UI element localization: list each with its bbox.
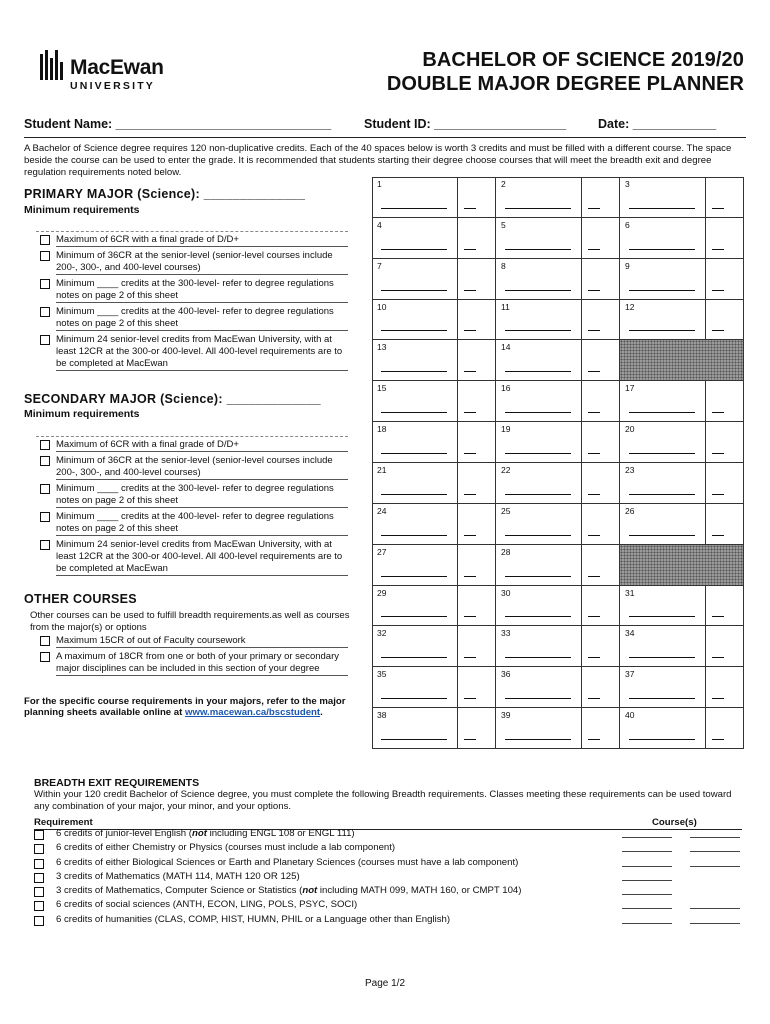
divider <box>581 177 582 217</box>
checkbox[interactable] <box>40 636 50 646</box>
divider <box>457 259 458 299</box>
list-item[interactable]: Maximum of 6CR with a final grade of D/D+ <box>36 439 348 452</box>
course-input[interactable] <box>381 535 447 536</box>
course-slot[interactable] <box>620 463 744 504</box>
course-slot[interactable] <box>620 708 744 749</box>
course-input[interactable] <box>505 535 571 536</box>
course-input[interactable] <box>629 739 695 740</box>
course-slot[interactable] <box>372 626 496 667</box>
slot-number: 39 <box>501 710 511 721</box>
primary-requirements-list <box>36 234 348 371</box>
list-item[interactable]: A maximum of 18CR from one or both of your primary or secondary major disciplines can be included in this section of your degree <box>36 651 348 676</box>
course-input[interactable] <box>381 698 447 699</box>
course-slot[interactable] <box>496 177 620 218</box>
primary-min-requirements: Minimum requirements <box>24 204 140 216</box>
breadth-heading: BREADTH EXIT REQUIREMENTS <box>34 777 200 789</box>
divider <box>457 340 458 380</box>
slot-number: 1 <box>377 179 382 189</box>
secondary-requirements-list <box>36 439 348 576</box>
course-input[interactable] <box>505 657 571 658</box>
course-input[interactable] <box>622 880 672 881</box>
slot-number: 27 <box>377 546 387 557</box>
checkbox[interactable] <box>40 251 50 261</box>
course-input[interactable] <box>629 494 695 495</box>
course-input[interactable] <box>381 657 447 658</box>
page-number: Page 1/2 <box>364 978 406 989</box>
course-slot[interactable] <box>372 218 496 259</box>
grade-input[interactable] <box>712 330 724 331</box>
divider <box>581 626 582 666</box>
grade-input[interactable] <box>712 535 724 536</box>
course-slot[interactable] <box>372 259 496 300</box>
course-input[interactable] <box>505 371 571 372</box>
grade-input[interactable] <box>712 494 724 495</box>
slot-number: 13 <box>377 342 387 353</box>
course-slot[interactable] <box>496 463 620 504</box>
grade-input[interactable] <box>588 290 600 291</box>
divider <box>457 586 458 626</box>
divider <box>581 586 582 626</box>
checkbox[interactable] <box>40 440 50 450</box>
requirement-col-header: Requirement <box>34 817 93 828</box>
grade-input[interactable] <box>464 249 476 250</box>
breadth-row[interactable] <box>34 899 742 913</box>
divider <box>457 708 458 748</box>
divider <box>581 545 582 585</box>
list-item[interactable]: Maximum of 6CR with a final grade of D/D+ <box>36 234 348 247</box>
slot-number: 36 <box>501 669 511 680</box>
course-slot[interactable] <box>496 340 620 381</box>
divider <box>581 381 582 421</box>
course-slot[interactable] <box>496 545 620 586</box>
checkbox[interactable] <box>34 887 44 897</box>
grade-input[interactable] <box>464 208 476 209</box>
divider <box>457 381 458 421</box>
course-slot[interactable] <box>372 463 496 504</box>
grade-input[interactable] <box>464 535 476 536</box>
course-input[interactable] <box>622 894 672 895</box>
course-input[interactable] <box>381 453 447 454</box>
course-input[interactable] <box>505 208 571 209</box>
grade-input[interactable] <box>464 453 476 454</box>
breadth-row[interactable] <box>34 857 742 871</box>
other-requirements-list <box>36 635 348 676</box>
course-input[interactable] <box>622 908 672 909</box>
other-courses-note: For the specific course requirements in your majors, refer to the major planning sheets available online at www.macewan.ca/bscstudent. <box>24 696 346 718</box>
course-input[interactable] <box>622 837 672 838</box>
grade-input[interactable] <box>712 657 724 658</box>
course-input[interactable] <box>690 851 740 852</box>
intro-text: A Bachelor of Science degree requires 120 non-duplicative credits. Each of the 40 spaces below is worth 3 credits and must be filled with a different course. The space beside the course can be used to enter the grade. It is recommended that students starting their degree choose courses that will meet the breadth exit and degree regulation requirements noted below. <box>24 143 732 178</box>
course-slot[interactable] <box>496 300 620 341</box>
divider <box>705 586 706 626</box>
course-input[interactable] <box>629 249 695 250</box>
secondary-major-heading[interactable]: SECONDARY MAJOR (Science): _____________ <box>24 392 321 406</box>
divider <box>705 708 706 748</box>
course-slot[interactable] <box>620 626 744 667</box>
divider <box>581 422 582 462</box>
slot-number: 40 <box>625 710 635 721</box>
list-item[interactable]: Minimum ____ credits at the 300-level- refer to degree regulations notes on page 2 of this sheet <box>36 483 348 508</box>
grade-input[interactable] <box>588 208 600 209</box>
grade-input[interactable] <box>712 412 724 413</box>
course-slot[interactable] <box>620 422 744 463</box>
course-slot[interactable] <box>496 381 620 422</box>
grade-input[interactable] <box>712 739 724 740</box>
slot-number: 22 <box>501 465 511 475</box>
macewan-logo-icon <box>40 50 66 80</box>
course-input[interactable] <box>505 290 571 291</box>
slot-number: 38 <box>377 710 387 721</box>
slot-number: 6 <box>625 219 630 230</box>
course-slot[interactable] <box>620 667 744 708</box>
divider <box>457 463 458 503</box>
breadth-requirement: 3 credits of Mathematics (MATH 114, MATH 120 OR 125) <box>56 870 300 882</box>
course-input[interactable] <box>690 923 740 924</box>
slot-number: 34 <box>625 628 635 639</box>
slot-number: 16 <box>501 383 511 394</box>
course-input[interactable] <box>381 739 447 740</box>
course-input[interactable] <box>629 412 695 413</box>
course-input[interactable] <box>690 908 740 909</box>
breadth-row[interactable] <box>34 914 742 928</box>
course-slot[interactable] <box>372 300 496 341</box>
grade-input[interactable] <box>464 371 476 372</box>
course-slot[interactable] <box>372 340 496 381</box>
list-item[interactable]: Minimum 24 senior-level credits from MacEwan University, with at least 12CR at the 300-or 400-level. All 400-level requirements are to be completed at MacEwan <box>36 334 348 371</box>
course-slot[interactable] <box>496 218 620 259</box>
course-slot[interactable] <box>620 218 744 259</box>
grade-input[interactable] <box>712 616 724 617</box>
grade-input[interactable] <box>588 249 600 250</box>
course-input[interactable] <box>690 837 740 838</box>
grade-input[interactable] <box>464 739 476 740</box>
grade-input[interactable] <box>588 698 600 699</box>
course-input[interactable] <box>505 412 571 413</box>
slot-number: 25 <box>501 505 511 516</box>
course-input[interactable] <box>505 330 571 331</box>
breadth-desc: Within your 120 credit Bachelor of Science degree, you must complete the following Breadth requirements. Classes meeting these requirements can be used toward any combination of your major, your minor, and your options. <box>34 789 732 812</box>
divider <box>457 545 458 585</box>
course-input[interactable] <box>622 851 672 852</box>
divider <box>581 504 582 544</box>
checkbox[interactable] <box>40 540 50 550</box>
checkbox[interactable] <box>40 652 50 662</box>
grade-input[interactable] <box>464 290 476 291</box>
grade-input[interactable] <box>464 616 476 617</box>
divider <box>457 626 458 666</box>
course-slot[interactable] <box>496 626 620 667</box>
course-slot[interactable] <box>372 545 496 586</box>
list-item[interactable]: Minimum ____ credits at the 400-level- refer to degree regulations notes on page 2 of this sheet <box>36 511 348 536</box>
checkbox[interactable] <box>40 512 50 522</box>
logo-sub: UNIVERSITY <box>70 80 156 92</box>
course-slot[interactable] <box>496 708 620 749</box>
breadth-row[interactable] <box>34 842 742 856</box>
divider <box>581 340 582 380</box>
checkbox[interactable] <box>40 456 50 466</box>
checkbox[interactable] <box>40 235 50 245</box>
course-slot[interactable] <box>620 586 744 627</box>
checkbox[interactable] <box>40 484 50 494</box>
divider <box>705 667 706 707</box>
breadth-section <box>34 777 746 813</box>
course-input[interactable] <box>505 453 571 454</box>
divider <box>705 504 706 544</box>
slot-number: 33 <box>501 628 511 639</box>
course-input[interactable] <box>381 290 447 291</box>
grade-input[interactable] <box>588 616 600 617</box>
slot-number: 3 <box>625 179 630 189</box>
breadth-table <box>34 828 742 928</box>
divider <box>705 300 706 340</box>
slot-number: 7 <box>377 260 382 271</box>
divider <box>36 231 348 233</box>
divider <box>457 218 458 258</box>
slot-number: 5 <box>501 219 506 230</box>
primary-major-heading[interactable]: PRIMARY MAJOR (Science): ______________ <box>24 187 306 201</box>
course-slot[interactable] <box>496 504 620 545</box>
breadth-requirement: 6 credits of junior-level English (not including ENGL 108 or ENGL 111) <box>56 828 355 839</box>
course-input[interactable] <box>505 739 571 740</box>
grade-input[interactable] <box>464 412 476 413</box>
divider <box>705 218 706 258</box>
course-input[interactable] <box>381 249 447 250</box>
course-slot[interactable] <box>372 381 496 422</box>
grade-input[interactable] <box>464 657 476 658</box>
course-input[interactable] <box>622 866 672 867</box>
list-item[interactable]: Minimum 24 senior-level credits from MacEwan University, with at least 12CR at the 300-or 400-level. All 400-level requirements are to be completed at MacEwan <box>36 539 348 576</box>
breadth-requirement: 3 credits of Mathematics, Computer Science or Statistics (not including MATH 099, MATH 160, or CMPT 104) <box>56 885 522 897</box>
course-slot[interactable] <box>620 259 744 300</box>
slot-number: 31 <box>625 587 635 598</box>
course-input[interactable] <box>381 576 447 577</box>
list-item[interactable]: Minimum ____ credits at the 400-level- refer to degree regulations notes on page 2 of this sheet <box>36 306 348 331</box>
grade-input[interactable] <box>588 739 600 740</box>
divider <box>24 137 746 138</box>
course-input[interactable] <box>629 535 695 536</box>
course-slot[interactable] <box>496 259 620 300</box>
course-slot[interactable] <box>620 300 744 341</box>
grade-input[interactable] <box>712 208 724 209</box>
grade-input[interactable] <box>712 290 724 291</box>
course-input[interactable] <box>629 208 695 209</box>
slot-number: 19 <box>501 424 511 435</box>
page-title <box>387 48 744 96</box>
list-item[interactable]: Minimum ____ credits at the 300-level- refer to degree regulations notes on page 2 of this sheet <box>36 278 348 303</box>
course-input[interactable] <box>381 616 447 617</box>
divider <box>705 177 706 217</box>
secondary-min-requirements: Minimum requirements <box>24 408 140 420</box>
course-input[interactable] <box>629 330 695 331</box>
grade-input[interactable] <box>588 453 600 454</box>
divider <box>581 300 582 340</box>
grade-input[interactable] <box>464 494 476 495</box>
course-input[interactable] <box>505 249 571 250</box>
slot-number: 23 <box>625 465 635 475</box>
course-slot[interactable] <box>620 177 744 218</box>
course-input[interactable] <box>381 494 447 495</box>
breadth-requirement: 6 credits of either Chemistry or Physics (courses must include a lab component) <box>56 842 396 854</box>
course-input[interactable] <box>629 657 695 658</box>
course-input[interactable] <box>629 616 695 617</box>
checkbox[interactable] <box>34 916 44 926</box>
slot-number: 37 <box>625 669 635 680</box>
divider <box>705 626 706 666</box>
course-slot[interactable] <box>372 422 496 463</box>
divider <box>581 218 582 258</box>
student-name-field[interactable]: Student Name: _______________________________ <box>24 117 332 131</box>
slot-number: 18 <box>377 424 387 435</box>
title-line-2: DOUBLE MAJOR DEGREE PLANNER <box>386 73 744 95</box>
divider <box>457 422 458 462</box>
slot-number: 15 <box>377 383 387 394</box>
course-grid <box>372 177 744 749</box>
course-slot[interactable] <box>496 422 620 463</box>
course-input[interactable] <box>690 866 740 867</box>
checkbox[interactable] <box>34 844 44 854</box>
other-courses-heading: OTHER COURSES <box>24 592 137 606</box>
divider <box>581 259 582 299</box>
slot-number: 21 <box>377 465 387 475</box>
slot-number: 26 <box>625 505 635 516</box>
grade-input[interactable] <box>588 657 600 658</box>
divider <box>581 463 582 503</box>
course-input[interactable] <box>381 371 447 372</box>
course-input[interactable] <box>629 698 695 699</box>
course-slot[interactable] <box>496 667 620 708</box>
breadth-row[interactable] <box>34 828 742 842</box>
grade-input[interactable] <box>464 576 476 577</box>
course-slot[interactable] <box>372 708 496 749</box>
divider <box>457 300 458 340</box>
slot-number: 35 <box>377 669 387 680</box>
slot-number: 24 <box>377 505 387 516</box>
divider <box>705 463 706 503</box>
slot-number: 2 <box>501 179 506 189</box>
course-slot[interactable] <box>372 504 496 545</box>
divider <box>705 259 706 299</box>
list-item[interactable]: Minimum of 36CR at the senior-level (senior-level courses include 200-, 300-, and 400-level courses) <box>36 455 348 480</box>
course-slot[interactable] <box>372 667 496 708</box>
breadth-row[interactable] <box>34 885 742 899</box>
course-input[interactable] <box>629 290 695 291</box>
slot-number: 8 <box>501 260 506 271</box>
checkbox[interactable] <box>40 279 50 289</box>
unused-slot <box>620 340 744 381</box>
course-input[interactable] <box>381 330 447 331</box>
student-id-field[interactable]: Student ID: ___________________ <box>364 117 567 131</box>
course-input[interactable] <box>622 923 672 924</box>
course-slot[interactable] <box>620 381 744 422</box>
breadth-requirement: 6 credits of social sciences (ANTH, ECON, LING, POLS, PSYC, SOCI) <box>56 899 358 911</box>
divider <box>581 667 582 707</box>
grade-input[interactable] <box>712 453 724 454</box>
divider <box>36 436 348 438</box>
slot-number: 20 <box>625 424 635 435</box>
grade-input[interactable] <box>588 494 600 495</box>
grade-input[interactable] <box>712 249 724 250</box>
grade-input[interactable] <box>588 371 600 372</box>
divider <box>705 381 706 421</box>
courses-col-header: Course(s) <box>652 817 697 828</box>
checkbox[interactable] <box>34 873 44 883</box>
slot-number: 14 <box>501 342 511 353</box>
grade-input[interactable] <box>588 535 600 536</box>
slot-number: 28 <box>501 546 511 557</box>
grade-input[interactable] <box>588 330 600 331</box>
divider <box>457 504 458 544</box>
checkbox[interactable] <box>40 307 50 317</box>
grade-input[interactable] <box>588 412 600 413</box>
slot-number: 11 <box>501 301 510 312</box>
breadth-requirement: 6 credits of humanities (CLAS, COMP, HIST, HUMN, PHIL or a Language other than English) <box>56 913 451 925</box>
logo-name: MacEwan <box>70 56 164 79</box>
slot-number: 9 <box>625 260 630 271</box>
list-item[interactable]: Minimum of 36CR at the senior-level (senior-level courses include 200-, 300-, and 400-level courses) <box>36 250 348 275</box>
breadth-row[interactable] <box>34 871 742 885</box>
course-input[interactable] <box>505 616 571 617</box>
grade-input[interactable] <box>464 330 476 331</box>
other-courses-desc: Other courses can be used to fulfill breadth requirements.as well as courses from the major(s) or options <box>30 610 350 633</box>
divider <box>457 177 458 217</box>
course-input[interactable] <box>505 576 571 577</box>
checkbox[interactable] <box>34 859 44 869</box>
course-slot[interactable] <box>372 586 496 627</box>
slot-number: 4 <box>377 219 382 230</box>
breadth-requirement: 6 credits of either Biological Sciences or Earth and Planetary Sciences (courses must have a lab component) <box>56 856 519 868</box>
slot-number: 17 <box>625 383 635 394</box>
divider <box>705 422 706 462</box>
slot-number: 12 <box>625 301 635 312</box>
grade-input[interactable] <box>712 698 724 699</box>
course-slot[interactable] <box>496 586 620 627</box>
date-field[interactable]: Date: ____________ <box>598 117 717 131</box>
course-input[interactable] <box>505 698 571 699</box>
slot-number: 29 <box>377 587 387 598</box>
checkbox[interactable] <box>34 830 44 840</box>
grade-input[interactable] <box>588 576 600 577</box>
course-slot[interactable] <box>372 177 496 218</box>
course-slot[interactable] <box>620 504 744 545</box>
course-input[interactable] <box>381 208 447 209</box>
course-input[interactable] <box>629 453 695 454</box>
title-line-1: BACHELOR OF SCIENCE 2019/20 <box>422 49 744 71</box>
divider <box>581 708 582 748</box>
slot-number: 30 <box>501 587 511 598</box>
grade-input[interactable] <box>464 698 476 699</box>
course-input[interactable] <box>505 494 571 495</box>
checkbox[interactable] <box>34 901 44 911</box>
bsc-student-link[interactable]: www.macewan.ca/bscstudent <box>185 707 321 718</box>
course-input[interactable] <box>381 412 447 413</box>
slot-number: 10 <box>377 301 387 312</box>
divider <box>457 667 458 707</box>
slot-number: 32 <box>377 628 387 639</box>
checkbox[interactable] <box>40 335 50 345</box>
unused-slot <box>620 545 744 586</box>
list-item[interactable]: Maximum 15CR of out of Faculty coursework <box>36 635 348 648</box>
